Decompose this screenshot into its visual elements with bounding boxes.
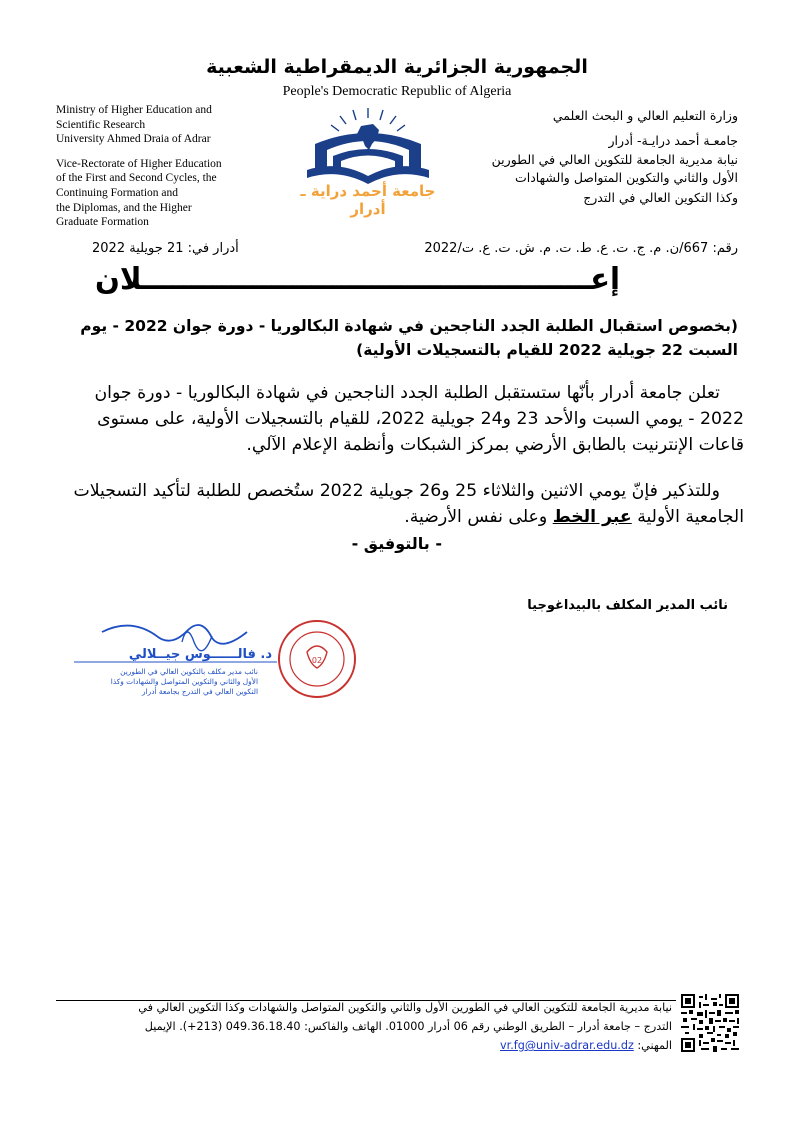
state-title-arabic: الجمهورية الجزائرية الديمقراطية الشعبية (206, 56, 588, 78)
header-left-english (56, 103, 276, 230)
vice-rectorate-line: Graduate Formation (56, 216, 149, 229)
university-line: University Ahmed Draia of Adrar (56, 133, 211, 146)
signature-stamp-area (62, 612, 382, 702)
vice-rectorate-line: Continuing Formation and (56, 186, 179, 199)
qr-code-icon (681, 994, 739, 1052)
vice-rectorate-line-arabic: الأول والثاني والتكوين المتواصل والشهادات (515, 170, 738, 185)
announcement-subject: (بخصوص استقبال الطلبة الجدد الناجحين في شهادة البكالوريا - دورة جوان 2022 - يوم السبت 22 جويلية 2022 للقيام بالتسجيلات الأولية) (80, 317, 738, 359)
closing-wish: - بالتوفيق - (351, 534, 442, 553)
ministry-line-arabic: وزارة التعليم العالي و البحث العلمي (552, 108, 738, 123)
body-paragraph-1 (48, 380, 744, 458)
vice-rectorate-line: the Diplomas, and the Higher (56, 201, 192, 214)
announcement-heading (90, 259, 620, 299)
announcement-title: إعـــــــــــــــــــــــــــــــــــــــــــــلان (95, 262, 620, 297)
body-paragraph-2 (48, 478, 744, 530)
logo-caption: جامعة أحمد دراية ـ أدرار (300, 182, 436, 218)
official-seal-icon (279, 621, 355, 697)
svg-text:02: 02 (311, 656, 323, 665)
stamp-line: التكوين العالي في التدرج بجامعة أدرار (142, 687, 258, 696)
reference-number: رقم: 667/ن. م. ج. ت. ع. ط. ت. م. ش. ت. ع. ت/2022 (424, 241, 738, 256)
footer-address (56, 998, 672, 1055)
university-line-arabic: جامعـة أحمد درايـة- أدرار (608, 133, 738, 148)
vice-rectorate-line: of the First and Second Cycles, the (56, 172, 217, 185)
signer-title: نائب المدير المكلف بالبيداغوجيا (527, 598, 728, 613)
stamp-line: نائب مدير مكلف بالتكوين العالي في الطورين (120, 667, 258, 676)
document-date: أدرار في: 21 جويلية 2022 (92, 241, 239, 256)
email-link[interactable]: vr.fg@univ-adrar.edu.dz (500, 1039, 634, 1052)
paragraph-text: وعلى نفس الأرضية. (404, 507, 553, 527)
vice-rectorate-line-arabic: نيابة مديرية الجامعة للتكوين العالي في الطورين (491, 152, 738, 167)
vice-rectorate-line: Vice-Rectorate of Higher Education (56, 157, 222, 170)
paragraph-text: تعلن جامعة أدرار بأنّها ستستقبل الطلبة الجدد الناجحين في شهادة البكالوريا - دورة جوان 2022 - يومي السبت والأحد 23 و24 جويلية 2022، للقيام بالتسجيلات الأولية، على مستوى قاعات الإنترنيت بالطابق الأرضي بمركز الشبكات وأنظمة الإعلام الآلي. (94, 383, 744, 455)
ministry-line: Scientific Research (56, 118, 146, 131)
vice-rectorate-line-arabic: وكذا التكوين العالي في التدرج (583, 190, 738, 205)
paragraph-text: وللتذكير فإنّ يومي الاثنين والثلاثاء 25 و26 جويلية 2022 ستُخصص للطلبة لتأكيد التسجيلات الجامعية الأولية (73, 481, 744, 527)
online-emphasis: عبر الخط (552, 507, 632, 527)
email-label: المهني: (633, 1039, 672, 1052)
state-title-english: People's Democratic Republic of Algeria (282, 84, 512, 99)
footer-line (56, 1036, 672, 1055)
header-right-arabic (448, 105, 738, 208)
stamp-line: الأول والثاني والتكوين المتواصل والشهادات وكذا (110, 677, 258, 686)
footer-line: التدرج – جامعة أدرار – الطريق الوطني رقم 06 أدرار 01000. الهاتف والفاكس: 049.36.18.40 (213+). الإيميل (144, 1020, 672, 1033)
signature-name: د. فالــــــوس جيــلالي (128, 647, 272, 662)
footer-line: نيابة مديرية الجامعة للتكوين العالي في الطورين الأول والثاني والتكوين المتواصل والشهادات وكذا التكوين العالي في (138, 1001, 672, 1014)
ministry-line: Ministry of Higher Education and (56, 104, 212, 116)
